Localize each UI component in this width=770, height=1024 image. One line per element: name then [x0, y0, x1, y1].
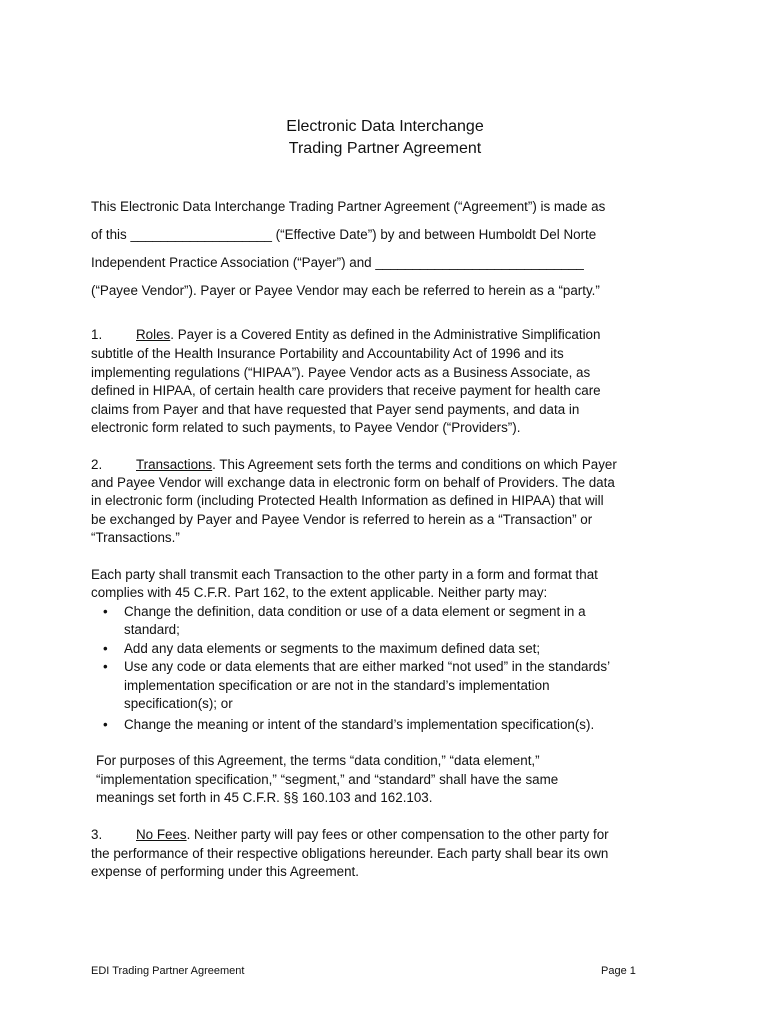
bullet-item: Add any data elements or segments to the maximum defined data set;: [124, 641, 541, 656]
document-title-line-2: Trading Partner Agreement: [288, 140, 482, 157]
section-2-paragraph-line: Each party shall transmit each Transaction to the other party in a form and format that: [91, 567, 598, 582]
footer-title: EDI Trading Partner Agreement: [91, 965, 245, 977]
section-2-line: “Transactions.”: [91, 530, 180, 545]
section-3-number: 3.: [91, 827, 103, 842]
definitions-line: “implementation specification,” “segment,” and “standard” shall have the same: [96, 772, 559, 787]
page-number: Page 1: [601, 965, 636, 977]
section-1-heading: Roles: [136, 327, 171, 342]
section-3-line: expense of performing under this Agreement.: [91, 864, 359, 879]
bullet-marker: •: [103, 717, 108, 732]
section-2-number: 2.: [91, 457, 103, 472]
bullet-marker: •: [103, 604, 108, 619]
section-1-heading-line: [91, 326, 600, 344]
section-1-line: subtitle of the Health Insurance Portability and Accountability Act of 1996 and its: [91, 346, 564, 361]
bullet-item: specification(s); or: [124, 696, 233, 711]
section-1-line: defined in HIPAA, of certain health care providers that receive payment for health care: [91, 383, 601, 398]
section-1-line: implementing regulations (“HIPAA”). Payee Vendor acts as a Business Associate, as: [91, 365, 591, 380]
intro-line: (“Payee Vendor”). Payer or Payee Vendor may each be referred to herein as a “party.”: [91, 283, 600, 298]
definitions-line: meanings set forth in 45 C.F.R. §§ 160.103 and 162.103.: [96, 790, 433, 805]
intro-line: This Electronic Data Interchange Trading Partner Agreement (“Agreement”) is made as: [91, 199, 606, 214]
definitions-line: For purposes of this Agreement, the terms “data condition,” “data element,”: [96, 753, 540, 768]
document-title-line-1: Electronic Data Interchange: [286, 118, 484, 135]
section-2-paragraph-line: complies with 45 C.F.R. Part 162, to the extent applicable. Neither party may:: [91, 585, 548, 600]
section-3-heading-line: [91, 826, 609, 844]
section-1-line: electronic form related to such payments, to Payee Vendor (“Providers”).: [91, 420, 521, 435]
intro-line: Independent Practice Association (“Payer”) and ____________________________: [91, 255, 584, 270]
section-2-text: . This Agreement sets forth the terms and conditions on which Payer: [212, 457, 617, 472]
bullet-item: Change the meaning or intent of the standard’s implementation specification(s).: [124, 717, 595, 732]
bullet-item: implementation specification or are not in the standard’s implementation: [124, 678, 550, 693]
bullet-marker: •: [103, 641, 108, 656]
bullet-item: standard;: [124, 622, 180, 637]
bullet-item: Change the definition, data condition or use of a data element or segment in a: [124, 604, 586, 619]
section-3-line: the performance of their respective obligations hereunder. Each party shall bear its own: [91, 846, 609, 861]
bullet-marker: •: [103, 659, 108, 674]
section-2-heading: Transactions: [136, 457, 213, 472]
section-2-line: in electronic form (including Protected Health Information as defined in HIPAA) that will: [91, 493, 604, 508]
intro-line: of this ___________________ (“Effective Date”) by and between Humboldt Del Norte: [91, 227, 597, 242]
section-3-text: . Neither party will pay fees or other compensation to the other party for: [186, 827, 609, 842]
section-2-heading-line: [91, 456, 617, 474]
section-1-text: . Payer is a Covered Entity as defined in the Administrative Simplification: [170, 327, 601, 342]
bullet-item: Use any code or data elements that are either marked “not used” in the standards’: [124, 659, 611, 674]
section-3-heading: No Fees: [136, 827, 187, 842]
section-2-line: be exchanged by Payer and Payee Vendor is referred to herein as a “Transaction” or: [91, 512, 593, 527]
section-1-number: 1.: [91, 327, 103, 342]
section-2-line: and Payee Vendor will exchange data in electronic form on behalf of Providers. The data: [91, 475, 615, 490]
section-1-line: claims from Payer and that have requested that Payer send payments, and data in: [91, 402, 580, 417]
